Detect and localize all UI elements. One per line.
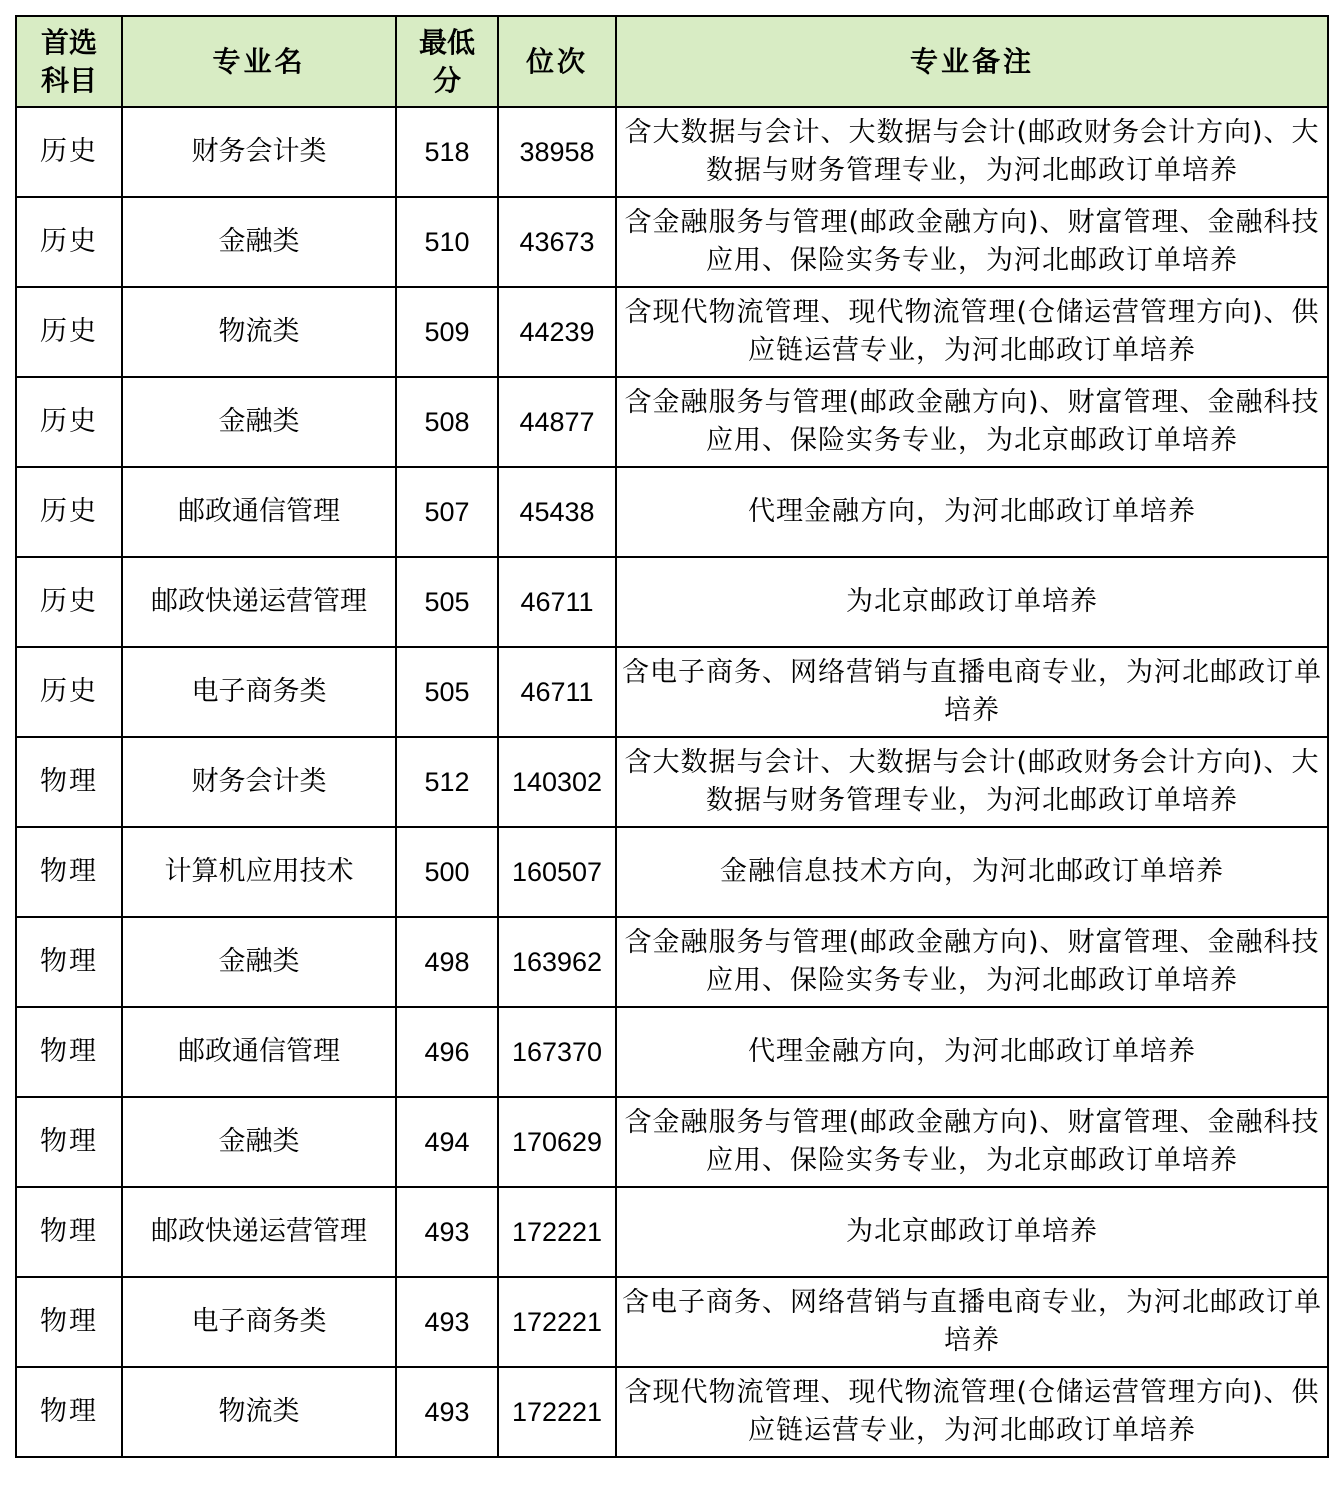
table-row xyxy=(16,287,1328,377)
note-cell: 为北京邮政订单培养 xyxy=(616,1187,1328,1277)
table-row xyxy=(16,107,1328,197)
major-cell: 金融类 xyxy=(122,917,396,1007)
subject-cell: 历史 xyxy=(16,377,122,467)
table-body xyxy=(16,107,1328,1457)
major-cell: 金融类 xyxy=(122,377,396,467)
note-cell: 含大数据与会计、大数据与会计(邮政财务会计方向)、大数据与财务管理专业，为河北邮政订单培养 xyxy=(616,107,1328,197)
note-cell: 代理金融方向，为河北邮政订单培养 xyxy=(616,467,1328,557)
rank-cell: 170629 xyxy=(498,1097,616,1187)
header-rank xyxy=(498,16,616,107)
major-cell: 邮政快递运营管理 xyxy=(122,1187,396,1277)
note-cell: 为北京邮政订单培养 xyxy=(616,557,1328,647)
admission-table xyxy=(15,15,1329,1458)
note-cell: 金融信息技术方向，为河北邮政订单培养 xyxy=(616,827,1328,917)
note-cell: 含电子商务、网络营销与直播电商专业，为河北邮政订单培养 xyxy=(616,1277,1328,1367)
note-cell: 含金融服务与管理(邮政金融方向)、财富管理、金融科技应用、保险实务专业，为北京邮政订单培养 xyxy=(616,1097,1328,1187)
table-row xyxy=(16,827,1328,917)
major-cell: 物流类 xyxy=(122,287,396,377)
min-score-cell: 498 xyxy=(396,917,498,1007)
rank-cell: 45438 xyxy=(498,467,616,557)
subject-cell: 物理 xyxy=(16,1187,122,1277)
table-row xyxy=(16,1367,1328,1457)
note-cell: 含现代物流管理、现代物流管理(仓储运营管理方向)、供应链运营专业，为河北邮政订单培养 xyxy=(616,287,1328,377)
min-score-cell: 509 xyxy=(396,287,498,377)
rank-cell: 43673 xyxy=(498,197,616,287)
table-row xyxy=(16,197,1328,287)
subject-cell: 物理 xyxy=(16,737,122,827)
note-cell: 含大数据与会计、大数据与会计(邮政财务会计方向)、大数据与财务管理专业，为河北邮政订单培养 xyxy=(616,737,1328,827)
header-note xyxy=(616,16,1328,107)
subject-cell: 历史 xyxy=(16,287,122,377)
subject-cell: 物理 xyxy=(16,1277,122,1367)
major-cell: 财务会计类 xyxy=(122,737,396,827)
note-cell: 含金融服务与管理(邮政金融方向)、财富管理、金融科技应用、保险实务专业，为北京邮政订单培养 xyxy=(616,377,1328,467)
header-major xyxy=(122,16,396,107)
min-score-cell: 505 xyxy=(396,647,498,737)
subject-cell: 历史 xyxy=(16,647,122,737)
rank-cell: 167370 xyxy=(498,1007,616,1097)
table-row xyxy=(16,467,1328,557)
rank-cell: 38958 xyxy=(498,107,616,197)
subject-cell: 历史 xyxy=(16,467,122,557)
min-score-cell: 493 xyxy=(396,1187,498,1277)
table-row xyxy=(16,917,1328,1007)
header-subject xyxy=(16,16,122,107)
note-cell: 代理金融方向，为河北邮政订单培养 xyxy=(616,1007,1328,1097)
min-score-cell: 508 xyxy=(396,377,498,467)
header-subject-label: 首选 科目 xyxy=(40,25,97,97)
min-score-cell: 500 xyxy=(396,827,498,917)
subject-cell: 历史 xyxy=(16,197,122,287)
major-cell: 邮政通信管理 xyxy=(122,1007,396,1097)
table-row xyxy=(16,557,1328,647)
major-cell: 邮政快递运营管理 xyxy=(122,557,396,647)
rank-cell: 160507 xyxy=(498,827,616,917)
rank-cell: 172221 xyxy=(498,1277,616,1367)
rank-cell: 44877 xyxy=(498,377,616,467)
major-cell: 金融类 xyxy=(122,1097,396,1187)
header-min-score xyxy=(396,16,498,107)
header-note-label: 专业备注 xyxy=(909,44,1034,78)
major-cell: 财务会计类 xyxy=(122,107,396,197)
major-cell: 金融类 xyxy=(122,197,396,287)
subject-cell: 物理 xyxy=(16,1097,122,1187)
table-header-row xyxy=(16,16,1328,107)
min-score-cell: 505 xyxy=(396,557,498,647)
subject-cell: 历史 xyxy=(16,107,122,197)
rank-cell: 172221 xyxy=(498,1187,616,1277)
major-cell: 物流类 xyxy=(122,1367,396,1457)
min-score-cell: 493 xyxy=(396,1277,498,1367)
major-cell: 电子商务类 xyxy=(122,1277,396,1367)
header-rank-label: 位次 xyxy=(525,44,588,78)
subject-cell: 历史 xyxy=(16,557,122,647)
note-cell: 含电子商务、网络营销与直播电商专业，为河北邮政订单培养 xyxy=(616,647,1328,737)
note-cell: 含金融服务与管理(邮政金融方向)、财富管理、金融科技应用、保险实务专业，为河北邮政订单培养 xyxy=(616,197,1328,287)
table-row xyxy=(16,737,1328,827)
table-row xyxy=(16,1277,1328,1367)
table-row xyxy=(16,1187,1328,1277)
subject-cell: 物理 xyxy=(16,1367,122,1457)
min-score-cell: 507 xyxy=(396,467,498,557)
table-row xyxy=(16,647,1328,737)
major-cell: 电子商务类 xyxy=(122,647,396,737)
subject-cell: 物理 xyxy=(16,1007,122,1097)
min-score-cell: 512 xyxy=(396,737,498,827)
table-row xyxy=(16,1007,1328,1097)
rank-cell: 44239 xyxy=(498,287,616,377)
header-min-score-label: 最低 分 xyxy=(418,25,475,97)
rank-cell: 172221 xyxy=(498,1367,616,1457)
major-cell: 计算机应用技术 xyxy=(122,827,396,917)
rank-cell: 163962 xyxy=(498,917,616,1007)
min-score-cell: 510 xyxy=(396,197,498,287)
rank-cell: 140302 xyxy=(498,737,616,827)
min-score-cell: 518 xyxy=(396,107,498,197)
header-major-label: 专业名 xyxy=(212,44,306,78)
rank-cell: 46711 xyxy=(498,557,616,647)
table-row xyxy=(16,377,1328,467)
note-cell: 含金融服务与管理(邮政金融方向)、财富管理、金融科技应用、保险实务专业，为河北邮政订单培养 xyxy=(616,917,1328,1007)
min-score-cell: 494 xyxy=(396,1097,498,1187)
major-cell: 邮政通信管理 xyxy=(122,467,396,557)
rank-cell: 46711 xyxy=(498,647,616,737)
subject-cell: 物理 xyxy=(16,827,122,917)
min-score-cell: 493 xyxy=(396,1367,498,1457)
note-cell: 含现代物流管理、现代物流管理(仓储运营管理方向)、供应链运营专业，为河北邮政订单培养 xyxy=(616,1367,1328,1457)
table-row xyxy=(16,1097,1328,1187)
subject-cell: 物理 xyxy=(16,917,122,1007)
min-score-cell: 496 xyxy=(396,1007,498,1097)
